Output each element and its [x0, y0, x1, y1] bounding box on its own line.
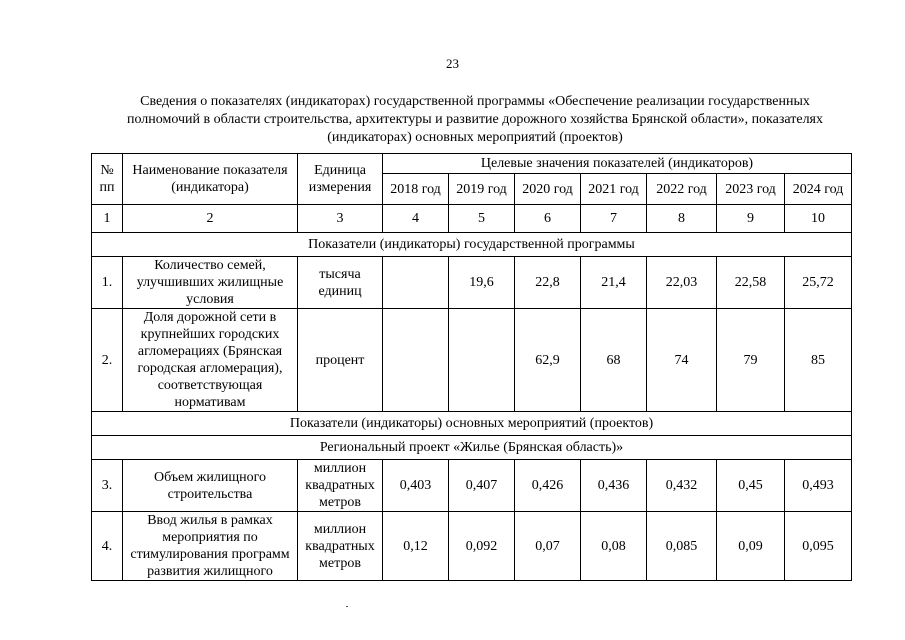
value-cell: 22,8: [515, 257, 581, 309]
value-cell: 0,403: [383, 460, 449, 512]
value-cell: 0,09: [717, 512, 785, 581]
unit-cell: тысяча единиц: [298, 257, 383, 309]
column-number: 2: [123, 205, 298, 233]
unit-cell: миллион квадратных метров: [298, 460, 383, 512]
header-year-2024: 2024 год: [785, 174, 852, 205]
value-cell: 0,12: [383, 512, 449, 581]
value-cell: 74: [647, 309, 717, 412]
value-cell: 0,095: [785, 512, 852, 581]
header-unit: Единица измерения: [298, 154, 383, 205]
column-number: 4: [383, 205, 449, 233]
value-cell: 0,493: [785, 460, 852, 512]
section-regional-project: Региональный проект «Жилье (Брянская область)»: [92, 436, 852, 460]
indicator-name: Объем жилищного строительства: [123, 460, 298, 512]
indicators-table: [91, 153, 852, 581]
row-number: 3.: [92, 460, 123, 512]
value-cell: 22,03: [647, 257, 717, 309]
table-row: [92, 512, 852, 581]
header-target-values: Целевые значения показателей (индикаторов): [383, 154, 852, 174]
table-row: [92, 257, 852, 309]
column-number: 9: [717, 205, 785, 233]
value-cell: [383, 257, 449, 309]
table-row: [92, 309, 852, 412]
indicator-name: Количество семей, улучшивших жилищные условия: [123, 257, 298, 309]
value-cell: 0,407: [449, 460, 515, 512]
value-cell: [449, 309, 515, 412]
value-cell: 0,426: [515, 460, 581, 512]
unit-cell: процент: [298, 309, 383, 412]
title-line: Сведения о показателях (индикаторах) государственной программы «Обеспечение реализации государственных: [140, 94, 810, 109]
column-number-row: [92, 205, 852, 233]
column-number: 6: [515, 205, 581, 233]
value-cell: [383, 309, 449, 412]
header-year-2023: 2023 год: [717, 174, 785, 205]
value-cell: 0,45: [717, 460, 785, 512]
value-cell: 62,9: [515, 309, 581, 412]
value-cell: 0,08: [581, 512, 647, 581]
value-cell: 0,092: [449, 512, 515, 581]
section-activities-indicators: Показатели (индикаторы) основных мероприятий (проектов): [92, 412, 852, 436]
scan-speck: [346, 606, 348, 607]
column-number: 10: [785, 205, 852, 233]
value-cell: 0,436: [581, 460, 647, 512]
value-cell: 21,4: [581, 257, 647, 309]
row-number: 1.: [92, 257, 123, 309]
header-year-2021: 2021 год: [581, 174, 647, 205]
header-year-2019: 2019 год: [449, 174, 515, 205]
header-year-2022: 2022 год: [647, 174, 717, 205]
row-number: 2.: [92, 309, 123, 412]
value-cell: 22,58: [717, 257, 785, 309]
title-line: полномочий в области строительства, архитектуры и развитие дорожного хозяйства Брянской области», показателях: [126, 112, 823, 127]
column-number: 7: [581, 205, 647, 233]
page-number: 23: [446, 56, 459, 71]
value-cell: 0,085: [647, 512, 717, 581]
value-cell: 68: [581, 309, 647, 412]
value-cell: 25,72: [785, 257, 852, 309]
document-title: [95, 93, 855, 147]
header-num: № пп: [92, 154, 123, 205]
indicator-name: Ввод жилья в рамках мероприятия по стимулирования программ развития жилищного: [123, 512, 298, 581]
header-indicator-name: Наименование показателя (индикатора): [123, 154, 298, 205]
column-number: 3: [298, 205, 383, 233]
title-line: (индикаторах) основных мероприятий (проектов): [327, 130, 623, 145]
table-row: [92, 460, 852, 512]
value-cell: 79: [717, 309, 785, 412]
value-cell: 0,07: [515, 512, 581, 581]
value-cell: 85: [785, 309, 852, 412]
value-cell: 19,6: [449, 257, 515, 309]
header-year-2020: 2020 год: [515, 174, 581, 205]
column-number: 8: [647, 205, 717, 233]
column-number: 1: [92, 205, 123, 233]
value-cell: 0,432: [647, 460, 717, 512]
section-program-indicators: Показатели (индикаторы) государственной программы: [92, 233, 852, 257]
row-number: 4.: [92, 512, 123, 581]
header-year-2018: 2018 год: [383, 174, 449, 205]
unit-cell: миллион квадратных метров: [298, 512, 383, 581]
column-number: 5: [449, 205, 515, 233]
indicator-name: Доля дорожной сети в крупнейших городских агломерациях (Брянская городская агломерация), соответствующая нормативам: [123, 309, 298, 412]
